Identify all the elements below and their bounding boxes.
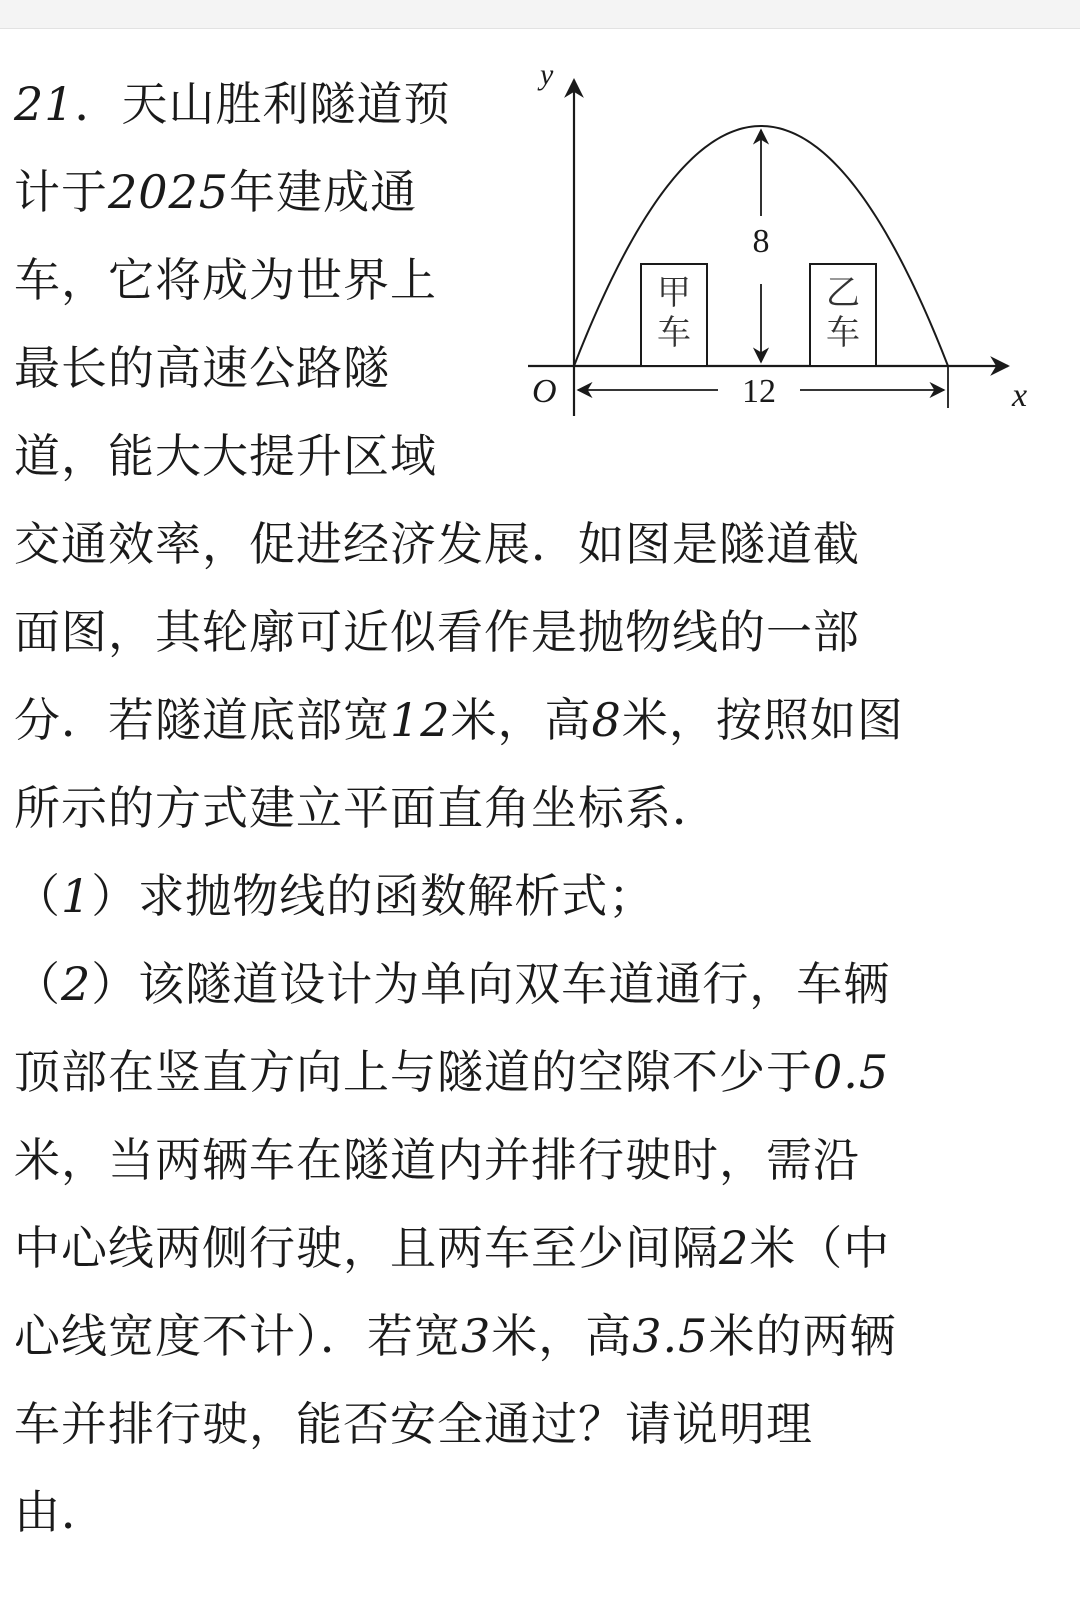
problem-number: 21 bbox=[14, 77, 75, 131]
problem-line: 所示的方式建立平面直角坐标系． bbox=[14, 781, 719, 835]
problem-line: 最长的高速公路隧 bbox=[14, 341, 390, 395]
problem-line: 计于2025年建成通 bbox=[14, 165, 418, 219]
problem-line: 车并排行驶，能否安全通过？请说明理 bbox=[14, 1397, 813, 1451]
car-yi-label-1: 乙 bbox=[826, 275, 860, 312]
problem-line: 车，它将成为世界上 bbox=[14, 253, 437, 307]
problem-line: 面图，其轮廓可近似看作是抛物线的一部 bbox=[14, 605, 860, 659]
height-label: 8 bbox=[752, 223, 770, 260]
question-1: （1）求抛物线的函数解析式； bbox=[14, 869, 656, 923]
problem-line: 交通效率，促进经济发展．如图是隧道截 bbox=[14, 517, 860, 571]
car-jia-label-2: 车 bbox=[657, 315, 691, 352]
problem-line: 21．天山胜利隧道预 bbox=[14, 77, 451, 131]
origin-label: O bbox=[532, 373, 557, 410]
car-yi-label-2: 车 bbox=[826, 315, 860, 352]
car-jia-label-1: 甲 bbox=[657, 275, 691, 312]
top-strip bbox=[0, 0, 1080, 29]
y-axis-label: y bbox=[540, 58, 554, 91]
problem-line: 心线宽度不计）．若宽3米，高3.5米的两辆 bbox=[14, 1309, 897, 1363]
tunnel-diagram-svg bbox=[528, 56, 1048, 436]
problem-line: 由． bbox=[14, 1485, 108, 1539]
problem-line: 顶部在竖直方向上与隧道的空隙不少于0.5 bbox=[14, 1045, 890, 1099]
problem-line: 中心线两侧行驶，且两车至少间隔2米（中 bbox=[14, 1221, 891, 1275]
question-2: （2）该隧道设计为单向双车道通行，车辆 bbox=[14, 957, 891, 1011]
problem-line: 道，能大大提升区域 bbox=[14, 429, 437, 483]
x-axis-label: x bbox=[1012, 377, 1028, 414]
problem-line: 分．若隧道底部宽12米，高8米，按照如图 bbox=[14, 693, 904, 747]
width-label: 12 bbox=[742, 373, 776, 410]
tunnel-diagram bbox=[528, 56, 1048, 436]
problem-line: 米，当两辆车在隧道内并排行驶时，需沿 bbox=[14, 1133, 860, 1187]
